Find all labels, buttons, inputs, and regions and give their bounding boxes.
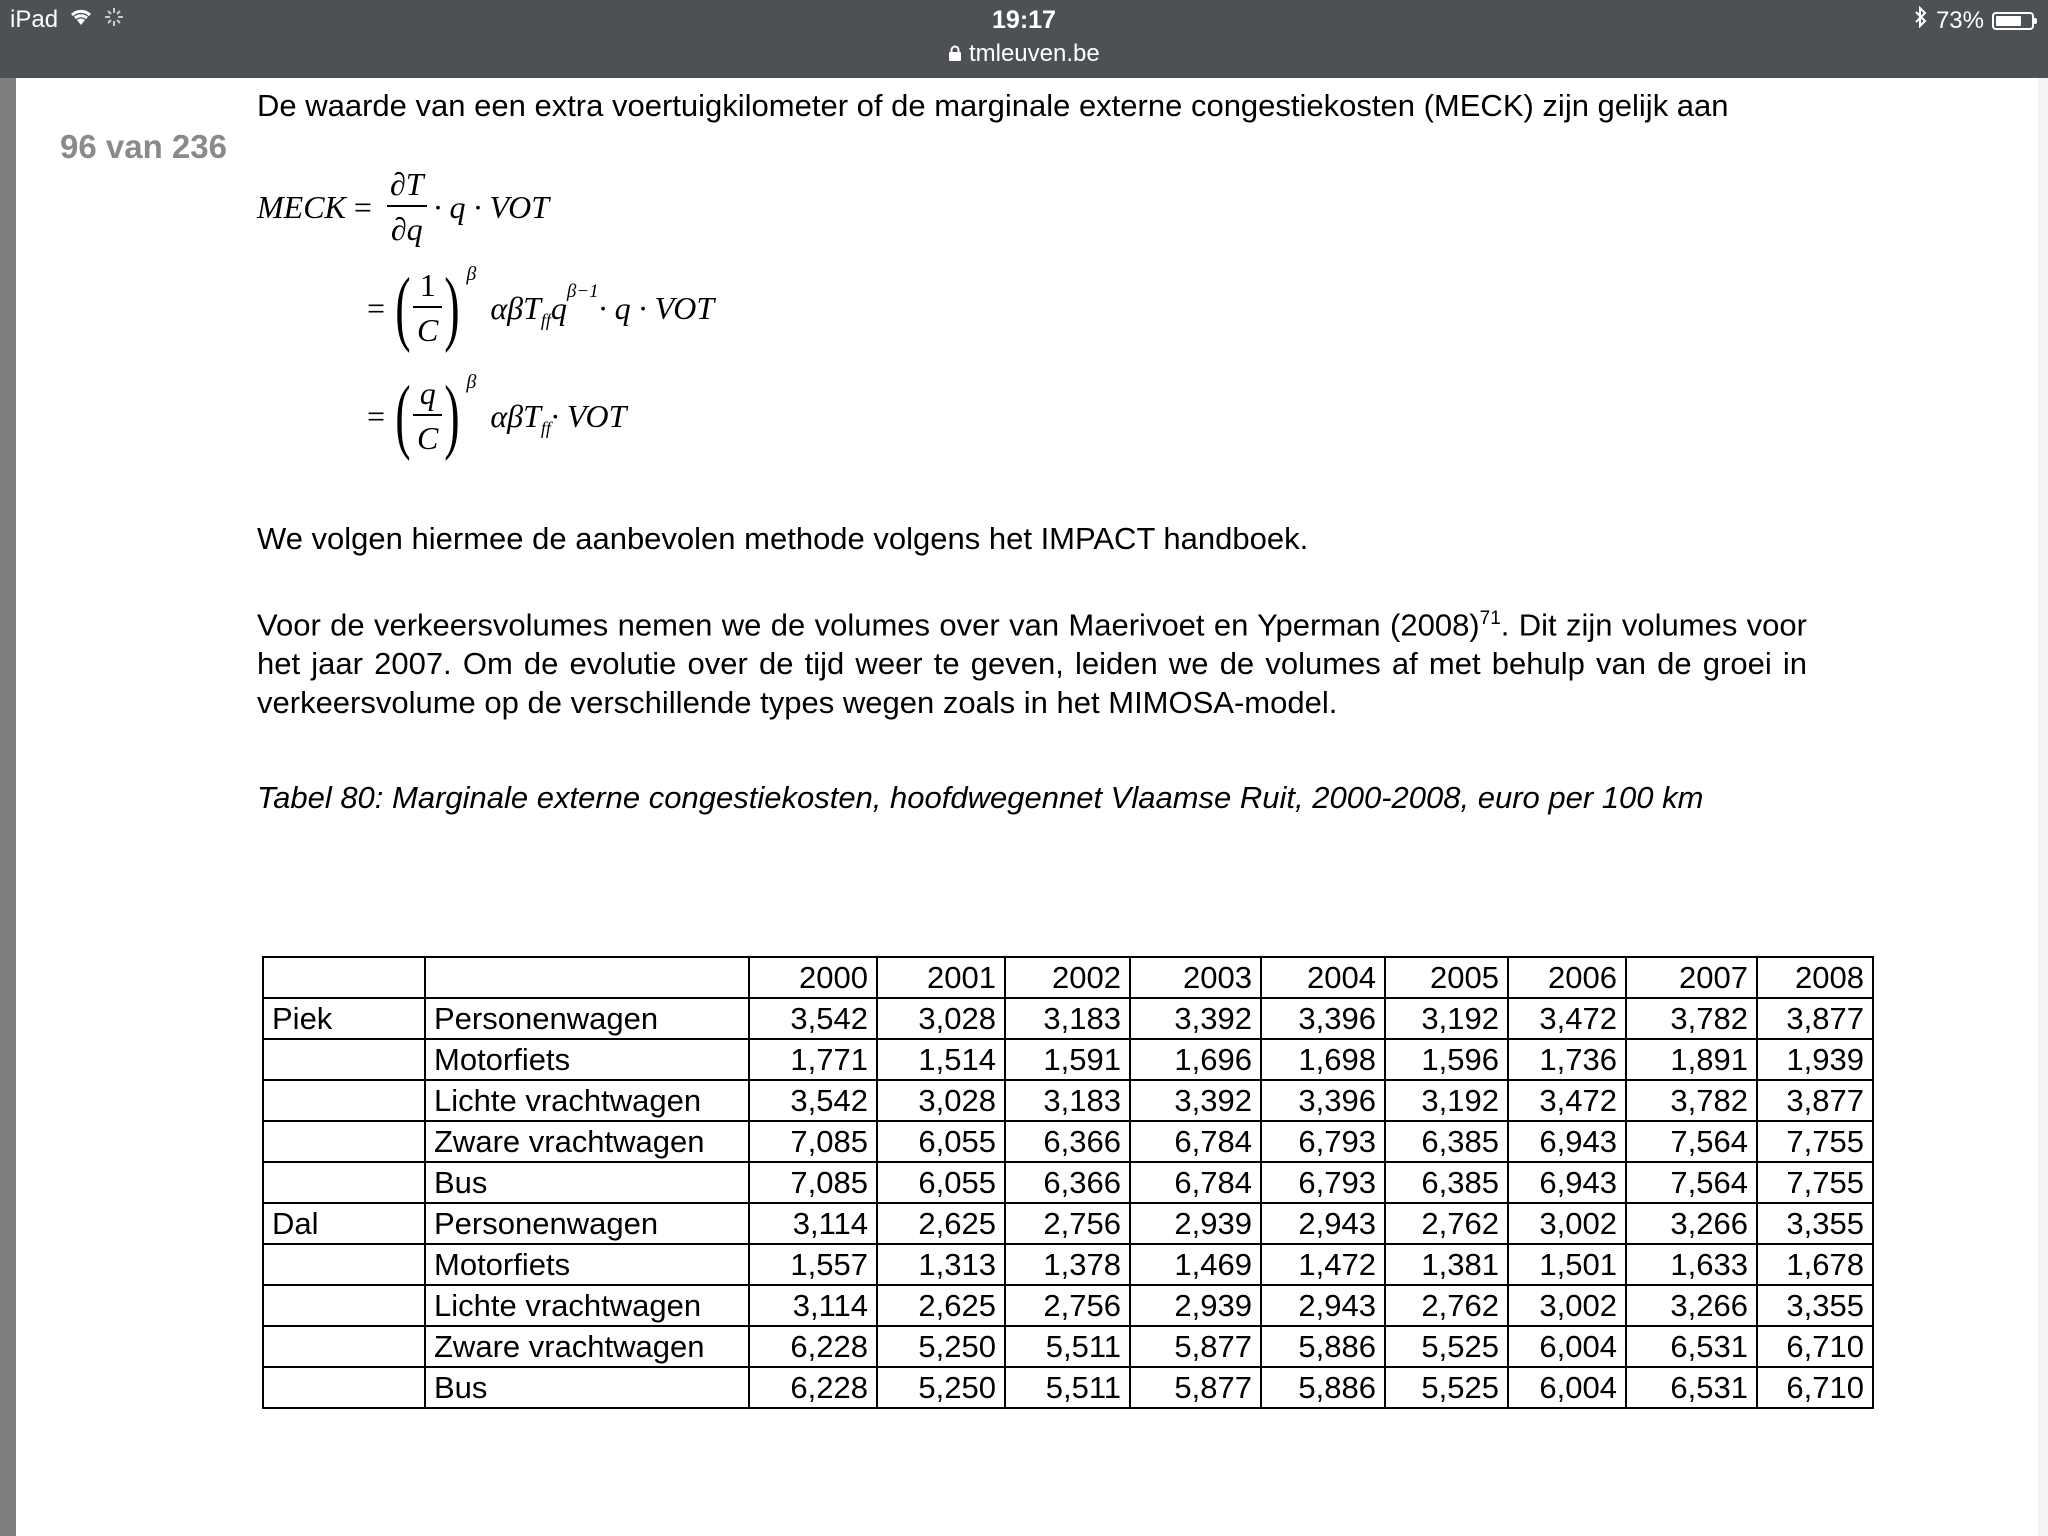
formula-ff: ff — [540, 309, 551, 330]
value-cell: 2,939 — [1130, 1203, 1261, 1244]
value-cell: 1,596 — [1385, 1039, 1508, 1080]
value-cell: 3,192 — [1385, 998, 1508, 1039]
clock: 19:17 — [992, 6, 1056, 34]
value-cell: 3,002 — [1508, 1285, 1626, 1326]
value-cell: 3,392 — [1130, 1080, 1261, 1121]
vehicle-cell: Motorfiets — [425, 1039, 749, 1080]
formula-lhs: MECK — [257, 188, 346, 225]
formula-beta: β — [466, 370, 477, 393]
value-cell: 1,678 — [1757, 1244, 1873, 1285]
value-cell: 1,591 — [1005, 1039, 1130, 1080]
value-cell: 3,877 — [1757, 998, 1873, 1039]
value-cell: 1,696 — [1130, 1039, 1261, 1080]
value-cell: 6,784 — [1130, 1162, 1261, 1203]
battery-icon — [1992, 12, 2034, 30]
table-row — [263, 998, 1873, 1039]
address-bar[interactable] — [0, 40, 2048, 68]
formula-equals-2: = — [367, 289, 386, 326]
value-cell: 1,736 — [1508, 1039, 1626, 1080]
value-cell: 2,756 — [1005, 1285, 1130, 1326]
period-cell — [263, 1121, 425, 1162]
method-paragraph: We volgen hiermee de aanbevolen methode volgens het IMPACT handboek. — [257, 521, 1309, 556]
formula-line2-mid: αβT — [490, 289, 541, 326]
value-cell: 6,710 — [1757, 1367, 1873, 1408]
value-cell: 3,782 — [1626, 1080, 1757, 1121]
value-cell: 1,472 — [1261, 1244, 1385, 1285]
value-cell: 2,939 — [1130, 1285, 1261, 1326]
value-cell: 7,755 — [1757, 1121, 1873, 1162]
value-cell: 6,531 — [1626, 1326, 1757, 1367]
value-cell: 3,782 — [1626, 998, 1757, 1039]
value-cell: 5,877 — [1130, 1367, 1261, 1408]
value-cell: 1,633 — [1626, 1244, 1757, 1285]
value-cell: 7,564 — [1626, 1121, 1757, 1162]
value-cell: 3,355 — [1757, 1203, 1873, 1244]
year-header: 2000 — [749, 957, 877, 998]
period-cell — [263, 1162, 425, 1203]
table-caption: Tabel 80: Marginale externe congestiekosten, hoofdwegennet Vlaamse Ruit, 2000-2008, euro per 100 km — [257, 780, 1704, 815]
value-cell: 7,564 — [1626, 1162, 1757, 1203]
value-cell: 5,250 — [877, 1367, 1005, 1408]
value-cell: 6,055 — [877, 1121, 1005, 1162]
formula-line3-tail: · VOT — [550, 397, 627, 434]
page-edge — [2038, 78, 2048, 1536]
right-paren: ) — [444, 261, 461, 354]
formula-dT: ∂T — [389, 166, 424, 202]
value-cell: 7,085 — [749, 1121, 877, 1162]
device-name: iPad — [10, 6, 59, 33]
battery-percent: 73% — [1935, 6, 1984, 34]
formula-dq: ∂q — [387, 205, 427, 248]
table-row — [263, 1121, 1873, 1162]
page-counter: 96 van 236 — [60, 128, 227, 165]
header-empty-cell — [425, 957, 749, 998]
value-cell: 3,392 — [1130, 998, 1261, 1039]
value-cell: 6,228 — [749, 1326, 877, 1367]
formula-line1-tail: · q · VOT — [433, 188, 550, 225]
intro-paragraph: De waarde van een extra voertuigkilometer of de marginale externe congestiekosten (MECK) zijn gelijk aan — [257, 88, 1729, 123]
congestion-cost-table — [262, 956, 1874, 1409]
formula-q: q — [419, 375, 436, 411]
year-header: 2003 — [1130, 957, 1261, 998]
value-cell: 3,355 — [1757, 1285, 1873, 1326]
url-text: tmleuven.be — [968, 40, 1100, 67]
table-row — [263, 1080, 1873, 1121]
year-header: 2002 — [1005, 957, 1130, 998]
value-cell: 3,183 — [1005, 998, 1130, 1039]
formula-derivative — [386, 166, 428, 248]
vehicle-cell: Bus — [425, 1162, 749, 1203]
pdf-page[interactable] — [16, 78, 2048, 1536]
vehicle-cell: Lichte vrachtwagen — [425, 1285, 749, 1326]
left-paren: ( — [395, 261, 411, 354]
year-header: 2008 — [1757, 957, 1873, 998]
value-cell: 2,762 — [1385, 1203, 1508, 1244]
value-cell: 3,114 — [749, 1285, 877, 1326]
value-cell: 6,366 — [1005, 1162, 1130, 1203]
value-cell: 1,381 — [1385, 1244, 1508, 1285]
period-cell — [263, 1244, 425, 1285]
formula-line-3 — [367, 369, 627, 462]
value-cell: 6,710 — [1757, 1326, 1873, 1367]
formula-q-power: q — [550, 289, 567, 326]
value-cell: 5,886 — [1261, 1367, 1385, 1408]
value-cell: 2,625 — [877, 1285, 1005, 1326]
value-cell: 3,472 — [1508, 1080, 1626, 1121]
formula-beta: β — [466, 262, 477, 285]
table-row — [263, 1285, 1873, 1326]
period-cell — [263, 1285, 425, 1326]
year-header: 2007 — [1626, 957, 1757, 998]
bluetooth-icon — [1914, 6, 1928, 35]
period-cell — [263, 1080, 425, 1121]
value-cell: 6,228 — [749, 1367, 877, 1408]
value-cell: 6,784 — [1130, 1121, 1261, 1162]
value-cell: 6,793 — [1261, 1162, 1385, 1203]
value-cell: 1,469 — [1130, 1244, 1261, 1285]
year-header: 2001 — [877, 957, 1005, 998]
value-cell: 2,943 — [1261, 1203, 1385, 1244]
period-cell — [263, 1039, 425, 1080]
table-header-row — [263, 957, 1873, 998]
vehicle-cell: Zware vrachtwagen — [425, 1326, 749, 1367]
header-empty-cell — [263, 957, 425, 998]
value-cell: 6,943 — [1508, 1162, 1626, 1203]
value-cell: 3,192 — [1385, 1080, 1508, 1121]
value-cell: 5,525 — [1385, 1326, 1508, 1367]
vehicle-cell: Personenwagen — [425, 1203, 749, 1244]
value-cell: 3,396 — [1261, 1080, 1385, 1121]
value-cell: 6,004 — [1508, 1367, 1626, 1408]
battery-fill — [1996, 16, 2021, 26]
value-cell: 3,002 — [1508, 1203, 1626, 1244]
vehicle-cell: Zware vrachtwagen — [425, 1121, 749, 1162]
year-header: 2005 — [1385, 957, 1508, 998]
value-cell: 3,028 — [877, 998, 1005, 1039]
formula-line-2 — [367, 261, 715, 354]
value-cell: 2,756 — [1005, 1203, 1130, 1244]
value-cell: 1,378 — [1005, 1244, 1130, 1285]
value-cell: 1,939 — [1757, 1039, 1873, 1080]
formula-C: C — [413, 306, 442, 349]
formula-beta-minus-1: β−1 — [566, 281, 599, 302]
value-cell: 3,542 — [749, 998, 877, 1039]
formula-one-over-c — [413, 267, 442, 349]
meck-formula — [257, 166, 957, 556]
value-cell: 6,366 — [1005, 1121, 1130, 1162]
value-cell: 6,531 — [1626, 1367, 1757, 1408]
value-cell: 2,762 — [1385, 1285, 1508, 1326]
volumes-text-a: Voor de verkeersvolumes nemen we de volumes over van Maerivoet en Yperman (2008) — [257, 607, 1480, 643]
value-cell: 6,004 — [1508, 1326, 1626, 1367]
value-cell: 3,114 — [749, 1203, 877, 1244]
value-cell: 5,886 — [1261, 1326, 1385, 1367]
value-cell: 3,028 — [877, 1080, 1005, 1121]
table-row — [263, 1162, 1873, 1203]
value-cell: 1,698 — [1261, 1039, 1385, 1080]
formula-C: C — [413, 414, 442, 457]
value-cell: 5,525 — [1385, 1367, 1508, 1408]
value-cell: 1,501 — [1508, 1244, 1626, 1285]
formula-q-over-c — [413, 375, 442, 457]
right-paren: ) — [444, 369, 461, 462]
period-cell — [263, 1326, 425, 1367]
value-cell: 1,313 — [877, 1244, 1005, 1285]
value-cell: 6,793 — [1261, 1121, 1385, 1162]
value-cell: 7,755 — [1757, 1162, 1873, 1203]
formula-line3-mid: αβT — [490, 397, 541, 434]
value-cell: 1,514 — [877, 1039, 1005, 1080]
value-cell: 6,385 — [1385, 1162, 1508, 1203]
value-cell: 3,542 — [749, 1080, 877, 1121]
value-cell: 3,183 — [1005, 1080, 1130, 1121]
value-cell: 3,877 — [1757, 1080, 1873, 1121]
period-cell: Piek — [263, 998, 425, 1039]
value-cell: 7,085 — [749, 1162, 877, 1203]
value-cell: 5,511 — [1005, 1367, 1130, 1408]
period-cell: Dal — [263, 1203, 425, 1244]
value-cell: 2,943 — [1261, 1285, 1385, 1326]
value-cell: 3,266 — [1626, 1203, 1757, 1244]
value-cell: 2,625 — [877, 1203, 1005, 1244]
footnote-ref[interactable]: 71 — [1479, 608, 1501, 629]
status-right — [1914, 6, 2034, 35]
formula-ff: ff — [540, 417, 551, 438]
value-cell: 1,771 — [749, 1039, 877, 1080]
value-cell: 6,055 — [877, 1162, 1005, 1203]
value-cell: 1,891 — [1626, 1039, 1757, 1080]
value-cell: 6,385 — [1385, 1121, 1508, 1162]
value-cell: 3,472 — [1508, 998, 1626, 1039]
lock-icon — [948, 40, 969, 67]
year-header: 2006 — [1508, 957, 1626, 998]
volumes-text-b: . Dit zijn volumes voor het jaar 2007. Om de evolutie over de tijd weer te geven, leiden we de volumes af met behulp van de groei in verkeersvolume op de verschillende types wegen zoals in het MIMOSA-model. — [257, 607, 1807, 721]
vehicle-cell: Bus — [425, 1367, 749, 1408]
status-bar — [0, 0, 2048, 78]
vehicle-cell: Motorfiets — [425, 1244, 749, 1285]
table-row — [263, 1039, 1873, 1080]
value-cell: 6,943 — [1508, 1121, 1626, 1162]
table-row — [263, 1244, 1873, 1285]
table-row — [263, 1203, 1873, 1244]
vehicle-cell: Personenwagen — [425, 998, 749, 1039]
value-cell: 3,266 — [1626, 1285, 1757, 1326]
formula-equals-3: = — [367, 397, 386, 434]
year-header: 2004 — [1261, 957, 1385, 998]
period-cell — [263, 1367, 425, 1408]
value-cell: 1,557 — [749, 1244, 877, 1285]
volumes-paragraph — [257, 599, 1807, 722]
value-cell: 5,511 — [1005, 1326, 1130, 1367]
formula-equals: = — [353, 188, 372, 225]
table-row — [263, 1367, 1873, 1408]
formula-line-1 — [257, 166, 549, 248]
value-cell: 3,396 — [1261, 998, 1385, 1039]
formula-one: 1 — [419, 267, 436, 303]
left-paren: ( — [395, 369, 411, 462]
value-cell: 5,877 — [1130, 1326, 1261, 1367]
formula-line2-tail: · q · VOT — [598, 289, 715, 326]
vehicle-cell: Lichte vrachtwagen — [425, 1080, 749, 1121]
value-cell: 5,250 — [877, 1326, 1005, 1367]
table-row — [263, 1326, 1873, 1367]
